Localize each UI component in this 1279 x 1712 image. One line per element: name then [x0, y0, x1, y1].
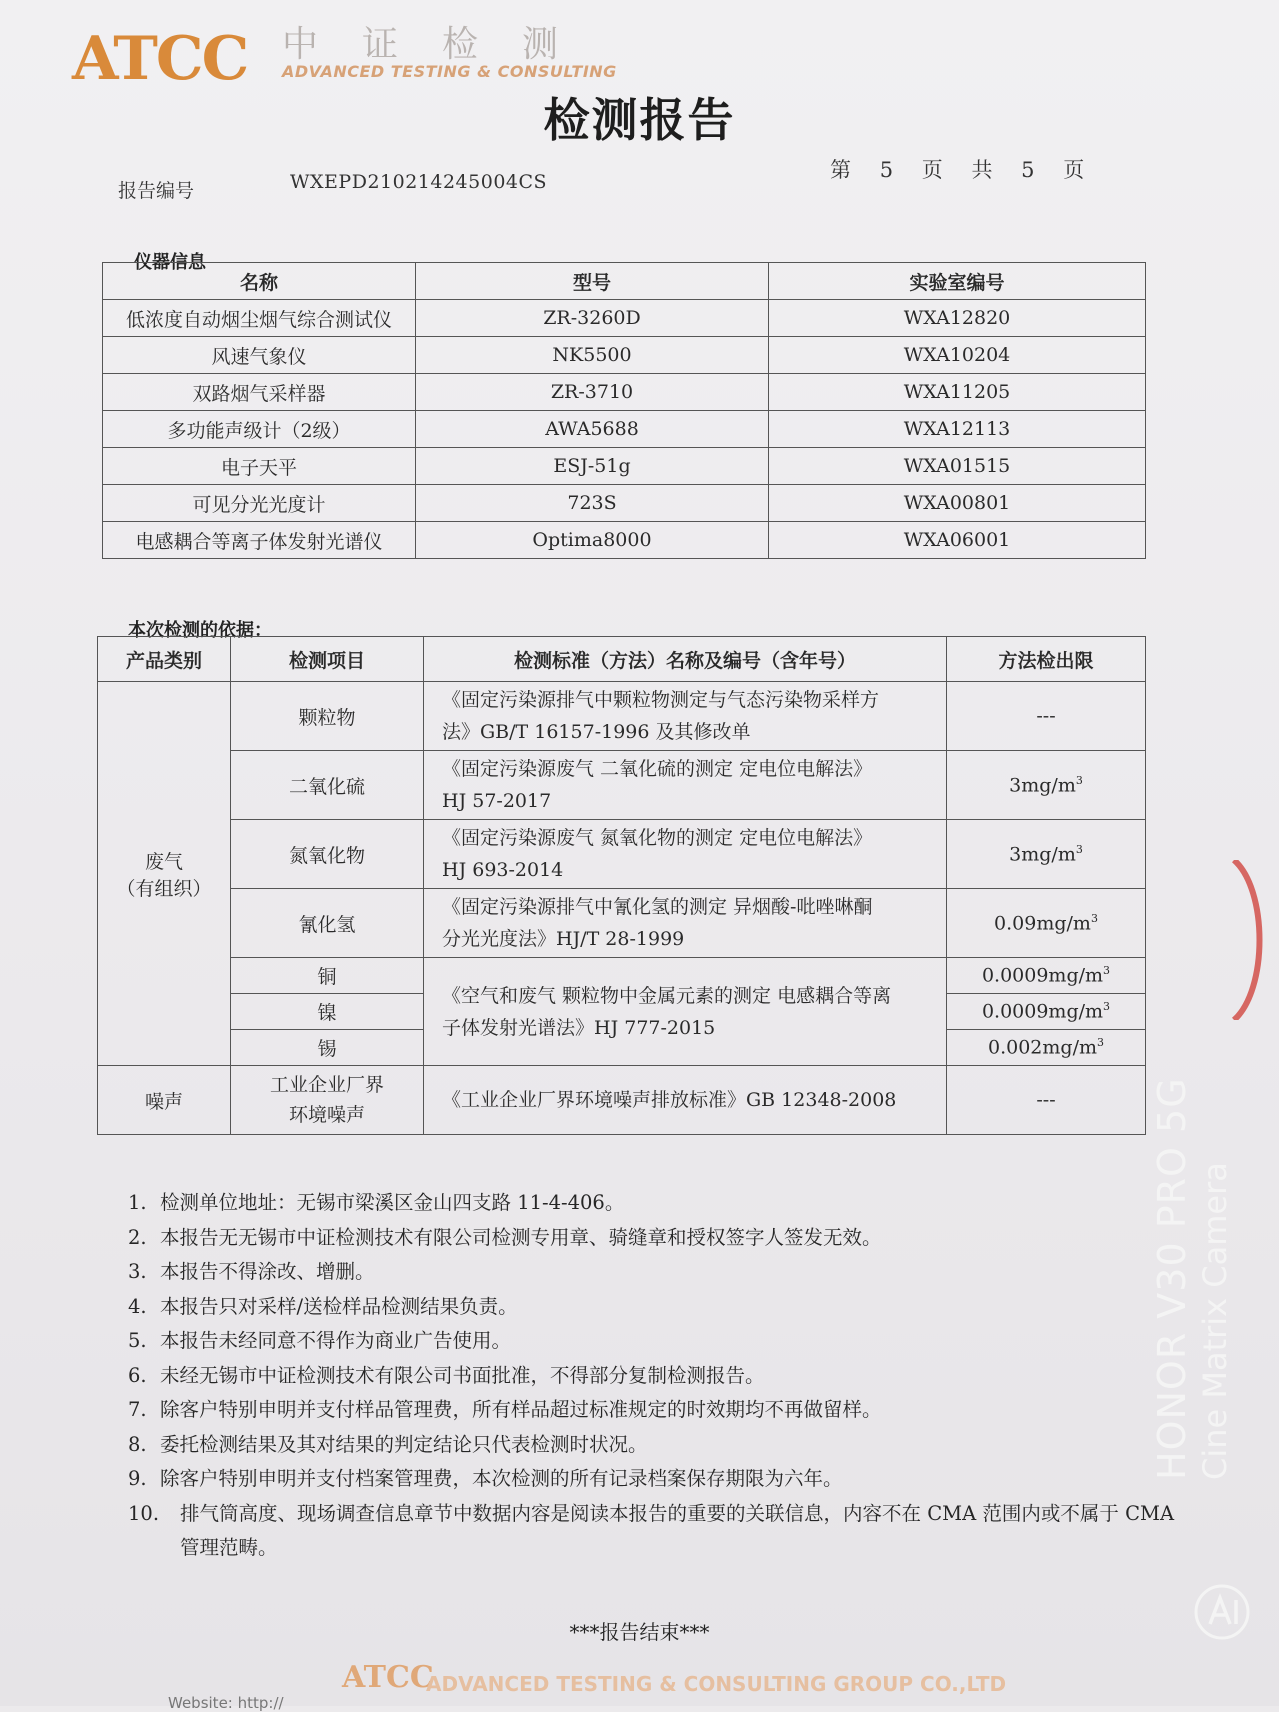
limit-exponent: 3	[1090, 911, 1098, 925]
test-item: 氰化氢	[231, 889, 424, 958]
test-standard-line1: 《固定污染源排气中颗粒物测定与气态污染物采样方	[442, 689, 880, 711]
page-label-di: 第	[830, 158, 851, 182]
instrument-model: ESJ-51g	[416, 448, 769, 485]
col-header-limit: 方法检出限	[947, 637, 1146, 682]
note-number: 1.	[128, 1191, 147, 1214]
metal-standard-line1: 《空气和废气 颗粒物中金属元素的测定 电感耦合等离	[442, 984, 892, 1007]
note-item	[128, 1428, 1188, 1463]
test-item: 颗粒物	[231, 682, 424, 751]
note-item	[128, 1290, 1188, 1325]
instrument-row	[103, 411, 1146, 448]
test-item: 铜	[231, 958, 424, 994]
camera-watermark-subtitle: Cine Matrix Camera	[1196, 1162, 1234, 1480]
test-standard-line2: HJ 57-2017	[442, 790, 552, 812]
instrument-lab-no: WXA11205	[769, 374, 1146, 411]
instrument-lab-no: WXA12820	[769, 300, 1146, 337]
note-item	[128, 1393, 1188, 1428]
col-header-model: 型号	[416, 263, 769, 300]
instrument-name: 电感耦合等离子体发射光谱仪	[103, 522, 416, 559]
detection-limit	[947, 889, 1146, 958]
test-item	[231, 1066, 424, 1135]
detection-limit	[947, 1030, 1146, 1066]
col-header-name: 名称	[103, 263, 416, 300]
instrument-row	[103, 337, 1146, 374]
instrument-model: Optima8000	[416, 522, 769, 559]
test-standard-line2: 分光光度法》HJ/T 28-1999	[442, 928, 685, 950]
page-current: 5	[879, 158, 894, 182]
note-number: 4.	[128, 1294, 147, 1318]
red-stamp-edge	[1228, 860, 1279, 1020]
noise-standard: 《工业企业厂界环境噪声排放标准》GB 12348-2008	[424, 1066, 947, 1135]
note-text: 除客户特别申明并支付档案管理费，本次检测的所有记录档案保存期限为六年。	[160, 1467, 843, 1490]
instrument-header-row	[103, 263, 1146, 300]
instrument-lab-no: WXA12113	[769, 411, 1146, 448]
instrument-name: 多功能声级计（2级）	[103, 411, 416, 448]
note-text: 除客户特别申明并支付样品管理费，所有样品超过标准规定的时效期均不再做留样。	[160, 1398, 882, 1421]
instrument-lab-no: WXA01515	[769, 448, 1146, 485]
note-number: 3.	[128, 1260, 147, 1283]
note-text: 本报告不得涂改、增删。	[160, 1260, 375, 1283]
test-standard-line1: 《固定污染源废气 氮氧化物的测定 定电位电解法》	[442, 827, 873, 849]
test-standard-line2: 法》GB/T 16157-1996 及其修改单	[442, 721, 751, 743]
report-title: 检测报告	[543, 93, 736, 147]
note-item	[128, 1221, 1188, 1256]
instrument-section-label: 仪器信息	[134, 252, 206, 273]
metal-standard-line2: 子体发射光谱法》HJ 777-2015	[442, 1016, 716, 1039]
basis-row	[98, 751, 1146, 820]
limit-value: 3mg/m	[1009, 774, 1076, 797]
basis-table	[97, 636, 1146, 1135]
instrument-model: ZR-3710	[416, 374, 769, 411]
col-header-lab-no: 实验室编号	[769, 263, 1146, 300]
col-header-standard: 检测标准（方法）名称及编号（含年号）	[424, 637, 947, 682]
report-number-value: WXEPD210214245004CS	[290, 171, 548, 193]
page-total: 5	[1021, 158, 1035, 182]
note-item	[128, 1186, 1188, 1221]
camera-watermark	[1150, 1077, 1260, 1480]
test-standard-line2: HJ 693-2014	[442, 859, 564, 881]
limit-value: 0.0009mg/m	[981, 964, 1104, 987]
limit-value: 0.002mg/m	[988, 1036, 1097, 1059]
report-number	[118, 171, 548, 203]
footer-logo-english: ADVANCED TESTING & CONSULTING GROUP CO.,LTD	[426, 1672, 1007, 1696]
instrument-name: 风速气象仪	[103, 337, 416, 374]
note-text: 未经无锡市中证检测技术有限公司书面批准，不得部分复制检测报告。	[160, 1363, 765, 1387]
detection-limit	[947, 820, 1146, 889]
instrument-table	[102, 262, 1146, 559]
logo-mark: ATCC	[72, 24, 248, 94]
camera-watermark-model: HONOR V30 PRO 5G	[1150, 1077, 1194, 1480]
limit-exponent: 3	[1103, 1000, 1111, 1014]
noise-item-line2: 环境噪声	[288, 1104, 365, 1126]
report-end-marker: ***报告结束***	[569, 1620, 710, 1644]
instrument-name: 低浓度自动烟尘烟气综合测试仪	[103, 300, 416, 337]
instrument-model: NK5500	[416, 337, 769, 374]
instrument-row	[103, 522, 1146, 559]
category-exhaust-line1: 废气	[144, 850, 183, 873]
detection-limit	[947, 994, 1146, 1030]
detection-limit: ---	[947, 682, 1146, 751]
note-item	[128, 1324, 1188, 1359]
test-item: 镍	[231, 994, 424, 1030]
detection-limit	[947, 751, 1146, 820]
col-header-category: 产品类别	[98, 637, 231, 682]
limit-exponent: 3	[1103, 964, 1111, 978]
instrument-name: 可见分光光度计	[103, 485, 416, 522]
instrument-name: 电子天平	[103, 448, 416, 485]
instrument-lab-no: WXA00801	[769, 485, 1146, 522]
instrument-row	[103, 485, 1146, 522]
note-number: 2.	[128, 1225, 147, 1249]
basis-row	[98, 958, 1146, 994]
limit-value: 3mg/m	[1009, 843, 1076, 866]
instrument-lab-no: WXA06001	[769, 522, 1146, 559]
logo-chinese: 中证检测	[282, 24, 603, 65]
note-text: 本报告只对采样/送检样品检测结果负责。	[160, 1294, 518, 1318]
note-item	[128, 1255, 1188, 1290]
basis-row	[98, 682, 1146, 751]
limit-exponent: 3	[1075, 842, 1083, 856]
limit-exponent: 3	[1097, 1036, 1104, 1050]
basis-row	[98, 889, 1146, 958]
instrument-lab-no: WXA10204	[769, 337, 1146, 374]
note-text: 本报告无无锡市中证检测技术有限公司检测专用章、骑缝章和授权签字人签发无效。	[160, 1225, 882, 1249]
detection-limit: ---	[947, 1066, 1146, 1135]
instrument-name: 双路烟气采样器	[103, 374, 416, 411]
note-number: 8.	[128, 1432, 147, 1456]
instrument-row	[103, 300, 1146, 337]
page-indicator	[830, 154, 1106, 184]
note-item	[128, 1359, 1188, 1394]
note-number: 6.	[128, 1363, 147, 1387]
limit-value: 0.0009mg/m	[981, 1000, 1104, 1023]
basis-header-row	[98, 637, 1146, 682]
instrument-row	[103, 374, 1146, 411]
instrument-model: 723S	[416, 485, 769, 522]
note-item	[128, 1462, 1188, 1497]
note-item	[128, 1497, 1188, 1566]
note-number: 5.	[128, 1329, 147, 1352]
basis-row	[98, 820, 1146, 889]
instrument-model: AWA5688	[416, 411, 769, 448]
limit-value: 0.09mg/m	[994, 912, 1091, 935]
category-noise: 噪声	[98, 1066, 231, 1135]
note-text: 检测单位地址：无锡市梁溪区金山四支路 11-4-406。	[160, 1191, 625, 1214]
page-label-ye2: 页	[1063, 158, 1085, 182]
basis-row	[98, 1066, 1146, 1135]
detection-limit	[947, 958, 1146, 994]
note-number: 7.	[128, 1398, 147, 1421]
noise-item-line1: 工业企业厂界	[269, 1074, 384, 1096]
test-standard	[424, 889, 947, 958]
test-standard	[424, 820, 947, 889]
note-text: 本报告未经同意不得作为商业广告使用。	[160, 1329, 512, 1352]
footer-logo	[342, 1660, 1042, 1700]
footer-logo-mark: ATCC	[342, 1660, 434, 1695]
note-number: 9.	[128, 1467, 147, 1490]
page-label-gong: 共	[971, 158, 993, 182]
test-item: 二氧化硫	[231, 751, 424, 820]
footer-website: Website: http://	[168, 1694, 284, 1712]
test-item: 氮氧化物	[231, 820, 424, 889]
col-header-item: 检测项目	[231, 637, 424, 682]
note-text: 排气筒高度、现场调查信息章节中数据内容是阅读本报告的重要的关联信息，内容不在 CMA 范围内或不属于 CMA 管理范畴。	[180, 1501, 1175, 1559]
category-exhaust	[98, 682, 231, 1066]
note-text: 委托检测结果及其对结果的判定结论只代表检测时状况。	[160, 1432, 648, 1456]
metal-standard	[424, 958, 947, 1066]
notes-list	[128, 1186, 1188, 1566]
ai-camera-icon	[1192, 1582, 1252, 1642]
instrument-model: ZR-3260D	[416, 300, 769, 337]
report-number-label: 报告编号	[118, 180, 195, 202]
test-standard-line1: 《固定污染源排气中氰化氢的测定 异烟酸-吡唑啉酮	[442, 896, 873, 918]
limit-exponent: 3	[1075, 773, 1083, 787]
basis-section-label: 本次检测的依据：	[128, 620, 272, 641]
note-number: 10.	[128, 1501, 160, 1525]
test-standard	[424, 682, 947, 751]
atcc-logo	[72, 14, 632, 94]
test-item: 锡	[231, 1030, 424, 1066]
logo-english: ADVANCED TESTING & CONSULTING	[282, 62, 617, 81]
test-standard	[424, 751, 947, 820]
category-exhaust-line2: （有组织）	[116, 877, 212, 900]
instrument-row	[103, 448, 1146, 485]
test-standard-line1: 《固定污染源废气 二氧化硫的测定 定电位电解法》	[442, 758, 873, 780]
page-label-ye: 页	[921, 158, 943, 182]
